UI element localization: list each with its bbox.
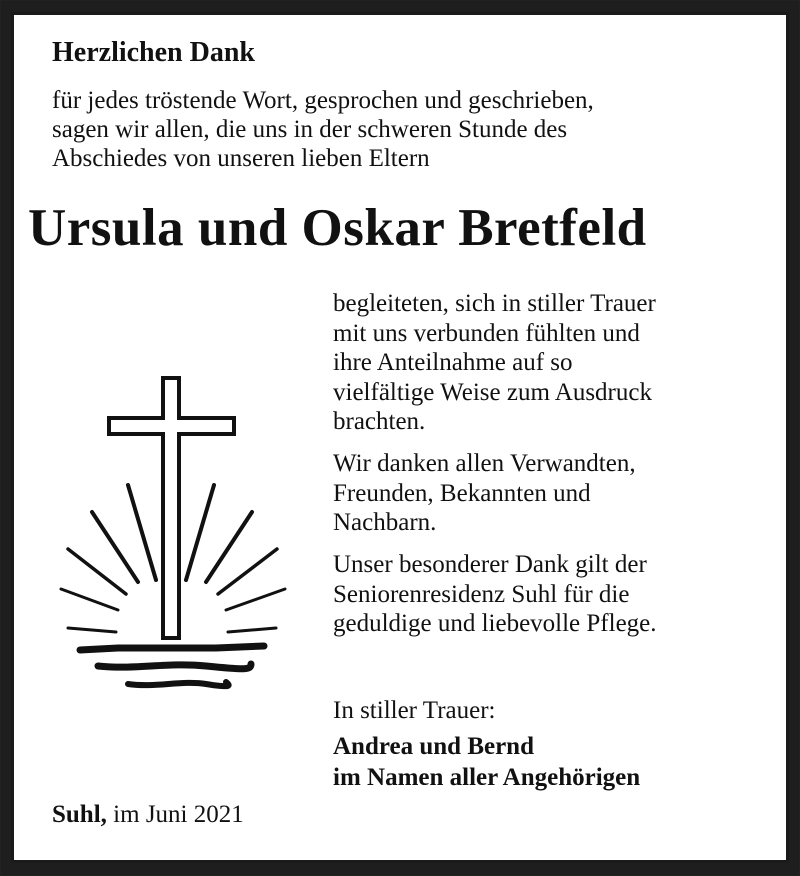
paragraph-line: brachten. <box>333 408 426 435</box>
paragraph-line: Freunden, Bekannten und <box>333 479 591 507</box>
notice-heading: Herzlichen Dank <box>52 37 255 68</box>
paragraph-special-thanks <box>333 550 657 639</box>
signer-line: Andrea und Bernd <box>333 733 534 760</box>
intro-text <box>52 86 594 173</box>
paragraph-support <box>333 289 656 437</box>
intro-line: für jedes tröstende Wort, gesprochen und geschrieben, <box>52 87 594 114</box>
paragraph-line: mit uns verbunden fühlten und <box>333 319 640 347</box>
intro-line: sagen wir allen, die uns in der schweren Stunde des <box>52 116 568 143</box>
cross-icon <box>109 378 234 638</box>
signers <box>333 731 640 793</box>
date-text: im Juni 2021 <box>113 801 244 828</box>
closing-phrase: In stiller Trauer: <box>333 697 496 724</box>
paragraph-line: vielfältige Weise zum Ausdruck <box>333 378 652 406</box>
place-name: Suhl, <box>52 801 107 828</box>
paragraph-line: Unser besonderer Dank gilt der <box>333 551 647 578</box>
cross-with-sun-rays-and-water-icon <box>56 372 296 697</box>
place-and-date <box>52 800 244 830</box>
signer-line: im Namen aller Angehörigen <box>333 764 641 791</box>
paragraph-line: begleiteten, sich in stiller Trauer <box>333 290 656 317</box>
water-waves-icon <box>80 646 264 686</box>
paragraph-line: geduldige und liebevolle Pflege. <box>333 610 657 637</box>
intro-line: Abschiedes von unseren lieben Eltern <box>52 145 430 172</box>
paragraph-line: Wir danken allen Verwandten, <box>333 450 636 477</box>
paragraph-thanks-relatives <box>333 449 636 538</box>
paragraph-line: ihre Anteilnahme auf so <box>333 349 573 376</box>
paragraph-line: Seniorenresidenz Suhl für die <box>333 580 630 608</box>
paragraph-line: Nachbarn. <box>333 509 437 536</box>
deceased-names: Ursula und Oskar Bretfeld <box>28 199 647 257</box>
